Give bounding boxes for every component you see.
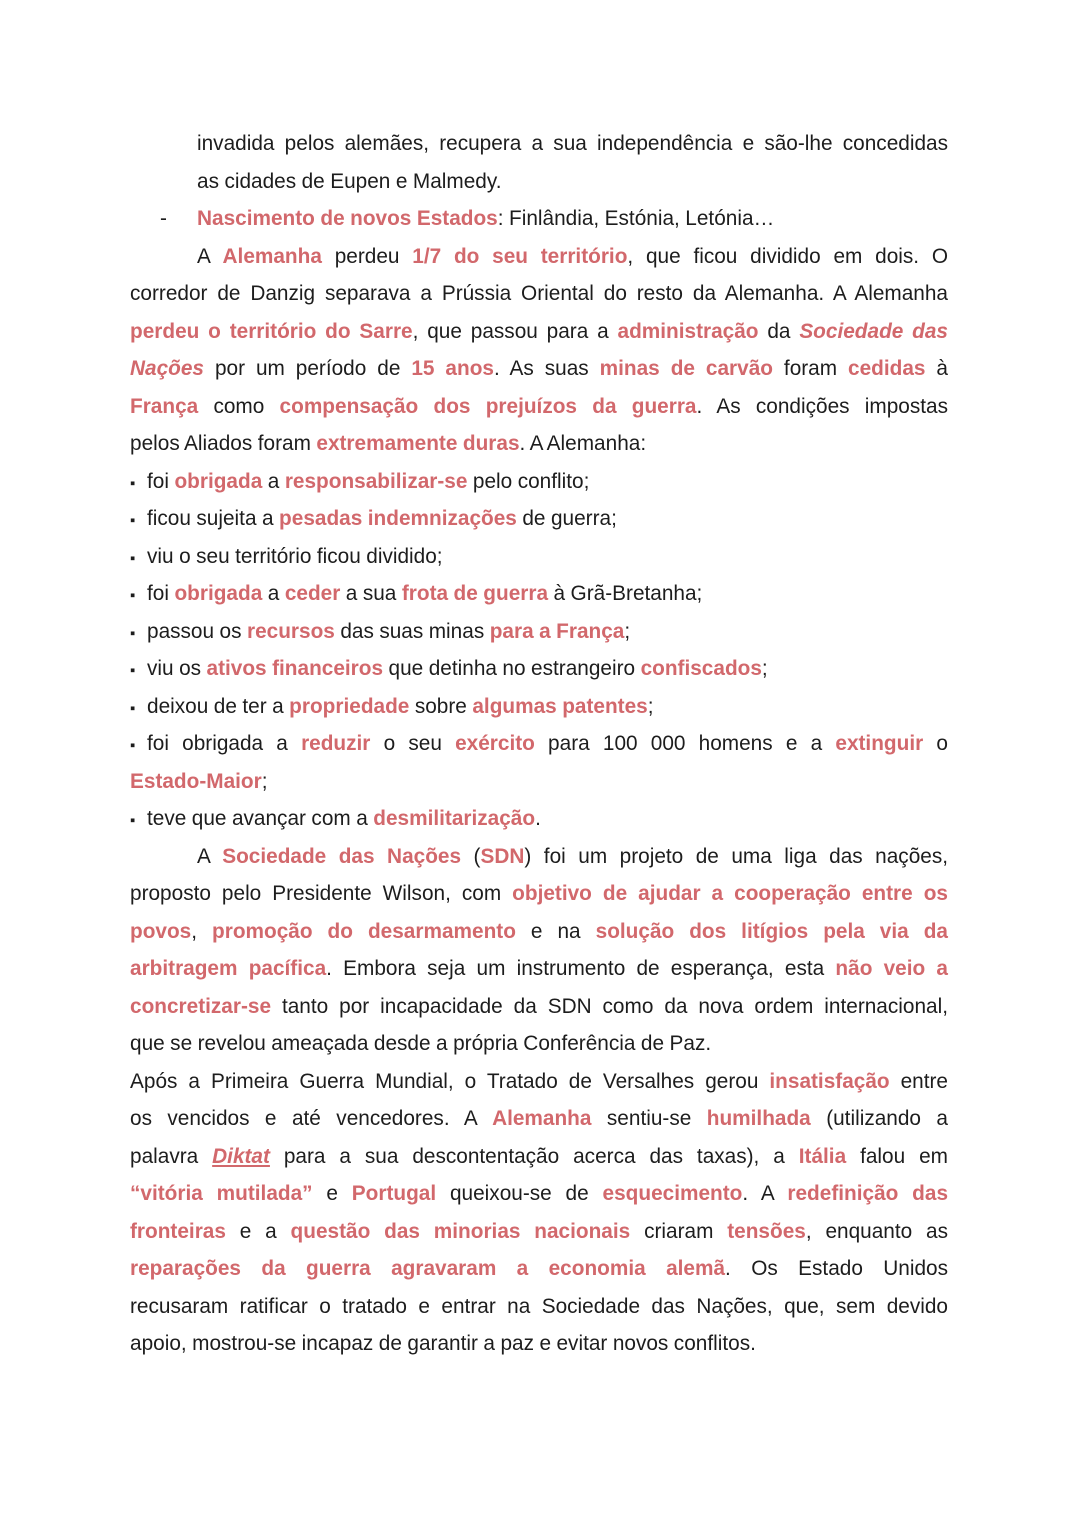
square-bullet-marker: ▪ <box>130 662 136 679</box>
square-bullet-marker: ▪ <box>130 699 136 717</box>
square-bullet-marker: ▪ <box>130 737 136 754</box>
highlighted-text-run: promoção do desarmamento <box>212 919 516 943</box>
text-run: e <box>312 1182 352 1205</box>
highlighted-text-run: exército <box>455 732 535 755</box>
text-run: foi obrigada a <box>147 732 302 755</box>
text-run: (utilizando a <box>810 1107 948 1130</box>
text-run: . Os Estado Unidos <box>725 1257 948 1280</box>
text-run: das suas minas <box>334 619 490 643</box>
highlighted-text-run: Portugal <box>351 1182 437 1205</box>
text-run: de guerra; <box>516 507 617 530</box>
text-run: ; <box>624 619 631 643</box>
text-line-18 <box>130 763 948 801</box>
text-line-15 <box>130 650 948 688</box>
highlighted-text-run: algumas patentes <box>472 694 648 718</box>
highlighted-text-run: fronteiras <box>130 1219 226 1243</box>
text-line-9 <box>130 425 948 463</box>
text-run: : Finlândia, Estónia, Letónia… <box>497 207 775 230</box>
text-run: entre <box>889 1069 949 1093</box>
highlighted-text-run: Nascimento de novos Estados <box>197 207 498 230</box>
text-line-11 <box>130 500 948 538</box>
text-line-19 <box>130 800 948 838</box>
text-run: foi <box>147 582 175 605</box>
highlighted-text-run: reparações da guerra agravaram a economia alemã <box>130 1257 726 1280</box>
text-run: e a <box>225 1219 291 1243</box>
highlighted-text-run: Sociedade das <box>799 319 949 343</box>
text-line-5 <box>130 275 948 313</box>
dash-list-marker: - <box>160 207 167 230</box>
text-run: teve que avançar com a <box>147 807 374 830</box>
text-run: . A Alemanha: <box>519 432 647 455</box>
text-line-20 <box>130 838 948 876</box>
text-line-30 <box>130 1213 948 1251</box>
text-run: . <box>535 807 541 830</box>
text-line-1 <box>130 125 948 163</box>
highlighted-text-run: Sociedade das Nações <box>222 844 462 868</box>
highlighted-text-run: confiscados <box>640 657 762 680</box>
text-line-7 <box>130 350 948 388</box>
text-run: A <box>197 844 223 868</box>
text-run: pelos Aliados foram <box>130 432 317 455</box>
text-line-26 <box>130 1063 948 1101</box>
text-line-4 <box>130 238 948 276</box>
square-bullet-marker: ▪ <box>130 587 136 604</box>
text-run: recusaram ratificar o tratado e entrar na Sociedade das Nações, que, sem devido <box>130 1294 948 1318</box>
text-run: , que passou para a <box>412 319 618 343</box>
highlighted-text-run: Alemanha <box>492 1107 592 1130</box>
highlighted-text-run: ativos financeiros <box>206 657 384 680</box>
highlighted-text-run: Estado-Maior <box>130 769 262 793</box>
highlighted-text-run: insatisfação <box>769 1069 890 1093</box>
text-run: foram <box>772 357 849 380</box>
text-run: viu o seu território ficou dividido; <box>147 544 443 568</box>
text-run: a <box>262 582 285 605</box>
text-run: . Embora seja um instrumento de esperança, esta <box>326 957 836 980</box>
text-line-2 <box>130 163 948 201</box>
text-run: . As suas <box>493 357 600 380</box>
text-line-10 <box>130 463 948 501</box>
text-run: falou em <box>846 1144 948 1168</box>
text-line-22 <box>130 913 948 951</box>
text-run: queixou-se de <box>436 1182 603 1205</box>
text-run: da <box>758 319 800 343</box>
text-run: invadida pelos alemães, recupera a sua independência e são-lhe concedidas <box>197 132 948 155</box>
text-run: sentiu-se <box>591 1107 707 1130</box>
highlighted-text-run: tensões <box>727 1219 806 1243</box>
text-run: o <box>923 732 948 755</box>
text-run: corredor de Danzig separava a Prússia Oriental do resto da Alemanha. A Alemanha <box>130 282 948 305</box>
text-run: , <box>191 919 213 943</box>
highlighted-text-run: extinguir <box>835 732 924 755</box>
text-run: perdeu <box>321 244 413 268</box>
highlighted-text-run: questão das minorias nacionais <box>290 1219 631 1243</box>
text-run: ficou sujeita a <box>147 507 280 530</box>
square-bullet-marker: ▪ <box>130 474 136 492</box>
highlighted-text-run: concretizar-se <box>130 994 272 1018</box>
text-run: pelo conflito; <box>467 469 590 493</box>
text-run: ; <box>647 694 654 718</box>
text-line-32 <box>130 1288 948 1326</box>
highlighted-text-run: compensação dos prejuízos da guerra <box>279 394 697 418</box>
highlighted-text-run: obrigada <box>174 469 263 493</box>
highlighted-text-run: obrigada <box>174 582 263 605</box>
highlighted-text-run: ceder <box>284 582 341 605</box>
highlighted-text-run: minas de carvão <box>599 357 773 380</box>
text-line-21 <box>130 875 948 913</box>
text-run: foi <box>147 469 175 493</box>
text-line-14 <box>130 613 948 651</box>
text-line-25 <box>130 1025 948 1063</box>
text-line-13 <box>130 575 948 613</box>
square-bullet-marker: ▪ <box>130 812 136 829</box>
text-run: que detinha no estrangeiro <box>383 657 641 680</box>
text-run: Após a Primeira Guerra Mundial, o Tratado de Versalhes gerou <box>130 1069 770 1093</box>
text-run: proposto pelo Presidente Wilson, com <box>130 882 513 905</box>
text-run: as cidades de Eupen e Malmedy. <box>197 169 502 193</box>
text-line-33 <box>130 1325 948 1363</box>
highlighted-text-run: Diktat <box>212 1144 270 1168</box>
text-run: passou os <box>147 619 247 643</box>
highlighted-text-run: perdeu o território do Sarre <box>130 319 413 343</box>
text-run: sobre <box>409 694 473 718</box>
highlighted-text-run: desmilitarização <box>373 807 536 830</box>
document-body <box>130 125 948 1363</box>
highlighted-text-run: humilhada <box>706 1107 811 1130</box>
highlighted-text-run: reduzir <box>301 732 371 755</box>
highlighted-text-run: SDN <box>480 844 525 868</box>
square-bullet-marker: ▪ <box>130 549 136 567</box>
text-run: deixou de ter a <box>147 694 290 718</box>
text-run: os vencidos e até vencedores. A <box>130 1107 493 1130</box>
text-line-28 <box>130 1138 948 1176</box>
highlighted-text-run: administração <box>617 319 759 343</box>
highlighted-text-run: frota de guerra <box>401 582 549 605</box>
highlighted-text-run: Itália <box>798 1144 847 1168</box>
text-run: ; <box>761 657 768 680</box>
highlighted-text-run: pesadas indemnizações <box>279 507 517 530</box>
text-run: . A <box>742 1182 788 1205</box>
text-line-12 <box>130 538 948 576</box>
text-run: A <box>197 244 223 268</box>
text-line-17 <box>130 725 948 763</box>
square-bullet-marker: ▪ <box>130 624 136 642</box>
text-line-16 <box>130 688 948 726</box>
text-line-23 <box>130 950 948 988</box>
text-run: criaram <box>630 1219 728 1243</box>
text-run: , que ficou dividido em dois. O <box>627 244 949 268</box>
text-line-6 <box>130 313 948 351</box>
text-run: à <box>925 357 948 380</box>
text-line-24 <box>130 988 948 1026</box>
text-run: , enquanto as <box>805 1219 948 1243</box>
highlighted-text-run: esquecimento <box>602 1182 743 1205</box>
highlighted-text-run: solução dos litígios pela via da <box>595 919 948 943</box>
highlighted-text-run: “vitória mutilada” <box>130 1182 313 1205</box>
highlighted-text-run: para a França <box>489 619 625 643</box>
highlighted-text-run: povos <box>130 919 192 943</box>
text-run: ) foi um projeto de uma liga das nações, <box>524 844 949 868</box>
square-bullet-marker: ▪ <box>130 512 136 529</box>
highlighted-text-run: recursos <box>246 619 335 643</box>
highlighted-text-run: propriedade <box>289 694 410 718</box>
highlighted-text-run: 15 anos <box>411 357 494 380</box>
highlighted-text-run: responsabilizar-se <box>284 469 468 493</box>
text-run: a <box>262 469 285 493</box>
text-line-29 <box>130 1175 948 1213</box>
highlighted-text-run: não veio a <box>835 957 948 980</box>
text-run: ; <box>261 769 268 793</box>
text-run: à Grã-Bretanha; <box>548 582 703 605</box>
highlighted-text-run: cedidas <box>848 357 926 380</box>
text-run: por um período de <box>204 357 412 380</box>
text-run: . As condições impostas <box>696 394 948 418</box>
highlighted-text-run: redefinição das <box>787 1182 949 1205</box>
highlighted-text-run: objetivo de ajudar a cooperação entre os <box>512 882 948 905</box>
highlighted-text-run: arbitragem pacífica <box>130 957 327 980</box>
highlighted-text-run: França <box>130 394 199 418</box>
highlighted-text-run: 1/7 do seu território <box>412 244 628 268</box>
text-line-8 <box>130 388 948 426</box>
text-run: apoio, mostrou-se incapaz de garantir a paz e evitar novos conflitos. <box>130 1332 756 1355</box>
text-line-31 <box>130 1250 948 1288</box>
text-line-27 <box>130 1100 948 1138</box>
highlighted-text-run: Nações <box>130 357 204 380</box>
text-run: a sua <box>340 582 402 605</box>
highlighted-text-run: extremamente duras <box>316 432 520 455</box>
text-run: palavra <box>130 1144 213 1168</box>
text-run: o seu <box>370 732 456 755</box>
text-run: e na <box>515 919 596 943</box>
text-run: que se revelou ameaçada desde a própria Conferência de Paz. <box>130 1032 712 1055</box>
text-run: ( <box>461 844 481 868</box>
highlighted-text-run: Alemanha <box>222 244 322 268</box>
text-line-3 <box>130 200 948 238</box>
text-run: para a sua descontentação acerca das taxas), a <box>269 1144 799 1168</box>
text-run: como <box>198 394 280 418</box>
text-run: tanto por incapacidade da SDN como da nova ordem internacional, <box>271 994 948 1018</box>
text-run: para 100 000 homens e a <box>534 732 836 755</box>
text-run: viu os <box>147 657 207 680</box>
